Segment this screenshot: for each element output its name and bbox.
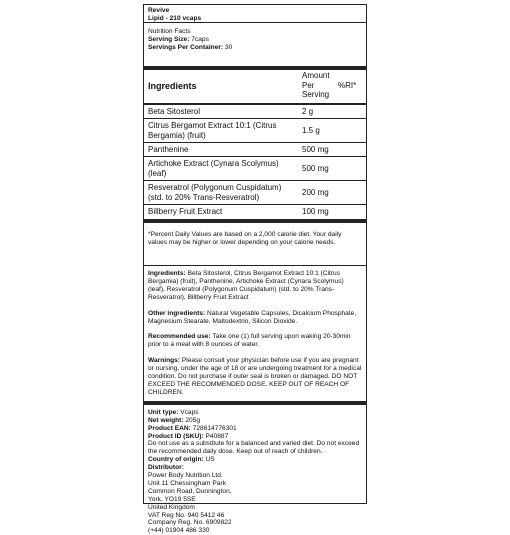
product-name: Lipid - 210 vcaps	[148, 14, 202, 22]
serving-size-label: Serving Size:	[148, 35, 190, 43]
ingredients-paragraph	[148, 270, 362, 302]
table-row	[144, 204, 366, 219]
distributor-address	[148, 472, 362, 535]
ingredient-name: Resveratrol (Polygonum Cuspidatum) (std. to 20% Trans-Resveratrol)	[148, 182, 282, 202]
other-ingredients-paragraph	[148, 310, 362, 326]
distributor-line: Power Body Nutrition Ltd.	[148, 472, 223, 480]
ingredient-amount: 500 mg	[302, 163, 329, 173]
disclaimer-text: Do not use as a substitute for a balanced and varied diet. Do not exceed the recommended daily dose. Keep out of reach of children.	[148, 440, 360, 456]
distributor-line: (+44) 01904 486 330	[148, 527, 210, 535]
distributor-line: Unit 11 Chessingham Park	[148, 479, 226, 487]
ingredient-amount: 200 mg	[302, 187, 329, 197]
origin-label: Country of origin:	[148, 456, 204, 464]
warnings-paragraph	[148, 357, 362, 397]
warnings-text: Please consult your physician before use if you are pregnant or nursing, under the age of 18 or are undergoing treatment for a medical condition. Do not purchase if outer seal is broken or damaged. DO NOT EXCEED THE RECOMMENDED DOSE. KEEP OUT OF REACH OF CHILDREN.	[148, 357, 362, 396]
ingredient-name: Citrus Bergamot Extract 10:1 (Citrus Bergamia) (fruit)	[148, 120, 277, 140]
facts-header	[144, 22, 366, 66]
ingredient-name: Artichoke Extract (Cynara Scolymus) (leaf)	[148, 158, 279, 178]
product-header	[144, 5, 366, 22]
net-weight-label: Net weight:	[148, 416, 184, 424]
nutrition-label-panel	[143, 4, 367, 535]
ingredient-name: Billberry Fruit Extract	[148, 207, 223, 217]
serving-size	[148, 36, 362, 44]
ingredients-table	[144, 103, 366, 219]
col-ingredients: Ingredients	[148, 81, 197, 91]
distributor-line: VAT Reg No. 940 5412 46	[148, 511, 225, 519]
servings-label: Servings Per Container:	[148, 43, 224, 51]
country-of-origin	[148, 456, 362, 464]
other-ingredients-text: Natural Vegetable Capsules, Dicalcium Phosphate, Magnesium Stearate, Maltodextrin, Silicon Dioxide.	[148, 309, 357, 325]
recommended-use-label: Recommended use:	[148, 333, 211, 341]
daily-values-text: *Percent Daily Values are based on a 2,000 calorie diet. Your daily values may be higher or lower depending on your calorie needs.	[148, 231, 342, 246]
product-details	[144, 401, 366, 535]
table-row	[144, 118, 366, 142]
ingredient-amount: 500 mg	[302, 144, 329, 154]
ingredients-label: Ingredients:	[148, 270, 186, 277]
ingredient-amount: 100 mg	[302, 207, 329, 217]
brand-name: Revive	[148, 7, 170, 14]
ean-label: Product EAN:	[148, 424, 191, 432]
ingredient-name: Panthenine	[148, 144, 189, 154]
daily-values-note	[144, 219, 366, 265]
table-row	[144, 180, 366, 204]
unit-type-label: Unit type:	[148, 408, 179, 416]
ean-value: 728614776301	[190, 424, 237, 432]
ingredient-amount: 2 g	[302, 106, 314, 116]
sku-label: Product ID (SKU):	[148, 432, 204, 440]
ingredient-amount: 1.5 g	[302, 125, 320, 135]
distributor-line: Company Reg. No. 6909822	[148, 519, 232, 527]
sku-value: P40887	[203, 432, 229, 440]
col-ri: %RI*	[338, 81, 357, 90]
ingredients-table-header	[144, 66, 366, 103]
facts-title: Nutrition Facts	[148, 28, 191, 35]
product-sku	[148, 433, 362, 441]
servings-value: 30	[224, 43, 233, 51]
serving-size-value: 7caps	[191, 35, 209, 43]
table-row	[144, 142, 366, 156]
table-row	[144, 156, 366, 180]
servings-per-container	[148, 44, 362, 52]
distributor-line: York, YO19 5SE	[148, 495, 196, 503]
net-weight	[148, 417, 362, 425]
ingredient-info	[144, 265, 366, 401]
col-amount: Amount Per Serving	[302, 71, 330, 100]
unit-type-value: Vcaps	[178, 408, 199, 416]
table-row	[144, 105, 366, 118]
origin-value: US	[203, 456, 215, 464]
distributor-line: United Kingdom	[148, 503, 195, 511]
distributor-line: Common Road, Dunnington,	[148, 487, 232, 495]
distributor-label: Distributor:	[148, 464, 184, 472]
net-weight-value: 205g	[183, 416, 201, 424]
warnings-label: Warnings:	[148, 357, 180, 365]
recommended-use-text: Take one (1) full serving upon waking 20-30min prior to a meal with 8 ounces of water.	[148, 333, 351, 349]
product-ean	[148, 425, 362, 433]
recommended-use-paragraph	[148, 333, 362, 349]
unit-type	[148, 409, 362, 417]
other-ingredients-label: Other ingredients:	[148, 309, 206, 317]
ingredients-text: Beta Sitosterol, Citrus Bergamot Extract 10:1 (Citrus Bergamia) (fruit), Panthenine, Artichoke Extract (Cynara Scolymus) (leaf), Resveratrol (Polygonum Cuspidatum) (std. to 20% Trans-Resveratrol), Billberry Fruit Extract	[148, 270, 344, 301]
ingredient-name: Beta Sitosterol	[148, 106, 201, 116]
